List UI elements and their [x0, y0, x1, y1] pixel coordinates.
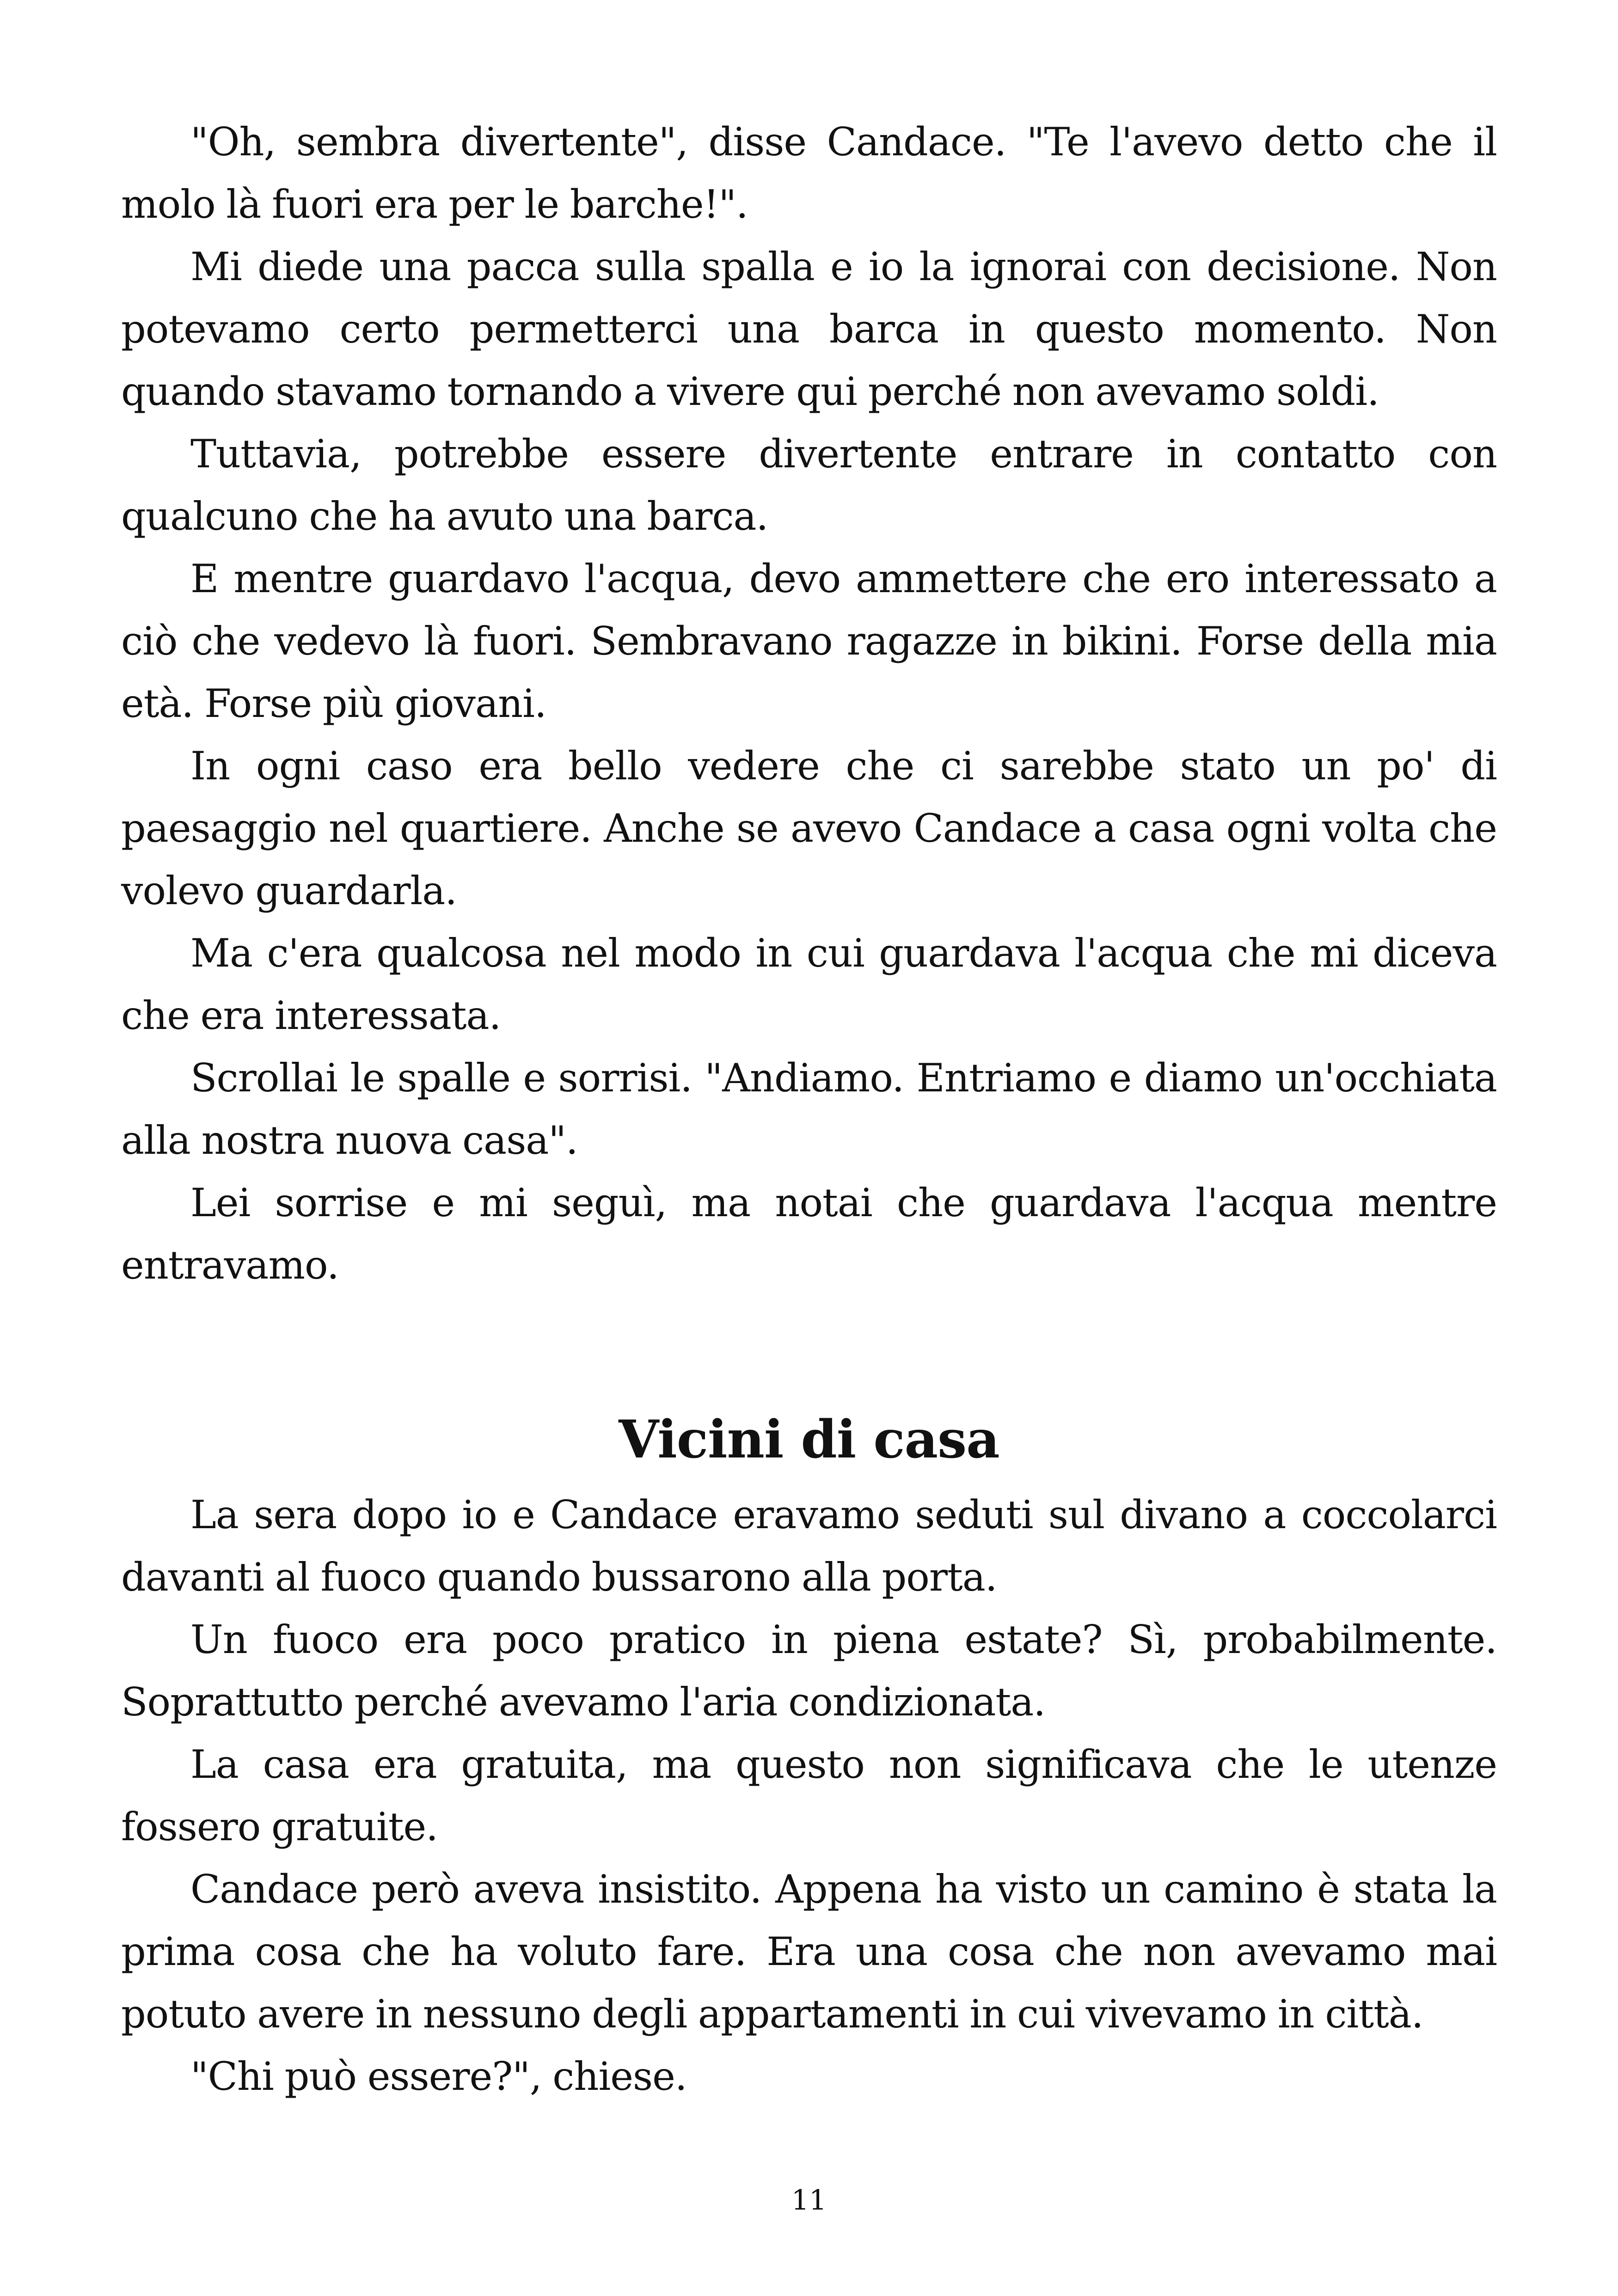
page-number: 11: [791, 2184, 827, 2216]
paragraph: Scrollai le spalle e sorrisi. "Andiamo. Entriamo e diamo un'occhiata alla nostra nuova casa".: [121, 1055, 1497, 1163]
story-text-after-chapter: [121, 1484, 1497, 2108]
paragraph: La sera dopo io e Candace eravamo seduti sul divano a coccolarci davanti al fuoco quando bussarono alla porta.: [121, 1492, 1497, 1600]
paragraph: Mi diede una pacca sulla spalla e io la ignorai con decisione. Non potevamo certo permetterci una barca in questo momento. Non quando stavamo tornando a vivere qui perché non avevamo soldi.: [121, 244, 1497, 414]
paragraph: "Chi può essere?", chiese.: [190, 2054, 687, 2099]
paragraph: La casa era gratuita, ma questo non significava che le utenze fossero gratuite.: [121, 1742, 1497, 1849]
paragraph: Tuttavia, potrebbe essere divertente entrare in contatto con qualcuno che ha avuto una barca.: [121, 431, 1497, 539]
paragraph: Lei sorrise e mi seguì, ma notai che guardava l'acqua mentre entravamo.: [121, 1180, 1497, 1288]
paragraph: E mentre guardavo l'acqua, devo ammettere che ero interessato a ciò che vedevo là fuori. Sembravano ragazze in bikini. Forse della mia età. Forse più giovani.: [121, 556, 1497, 726]
chapter-title: Vicini di casa: [619, 1409, 999, 1470]
paragraph: Candace però aveva insistito. Appena ha visto un camino è stata la prima cosa che ha voluto fare. Era una cosa che non avevamo mai potuto avere in nessuno degli appartamenti in cui vivevamo in città.: [121, 1867, 1497, 2037]
paragraph: Un fuoco era poco pratico in piena estate? Sì, probabilmente. Soprattutto perché avevamo l'aria condizionata.: [121, 1617, 1497, 1725]
story-text-before-chapter: [121, 111, 1497, 1297]
paragraph: "Oh, sembra divertente", disse Candace. "Te l'avevo detto che il molo là fuori era per le barche!".: [121, 119, 1497, 227]
paragraph: Ma c'era qualcosa nel modo in cui guardava l'acqua che mi diceva che era interessata.: [121, 931, 1497, 1038]
paragraph: In ogni caso era bello vedere che ci sarebbe stato un po' di paesaggio nel quartiere. Anche se avevo Candace a casa ogni volta che volevo guardarla.: [121, 743, 1497, 913]
